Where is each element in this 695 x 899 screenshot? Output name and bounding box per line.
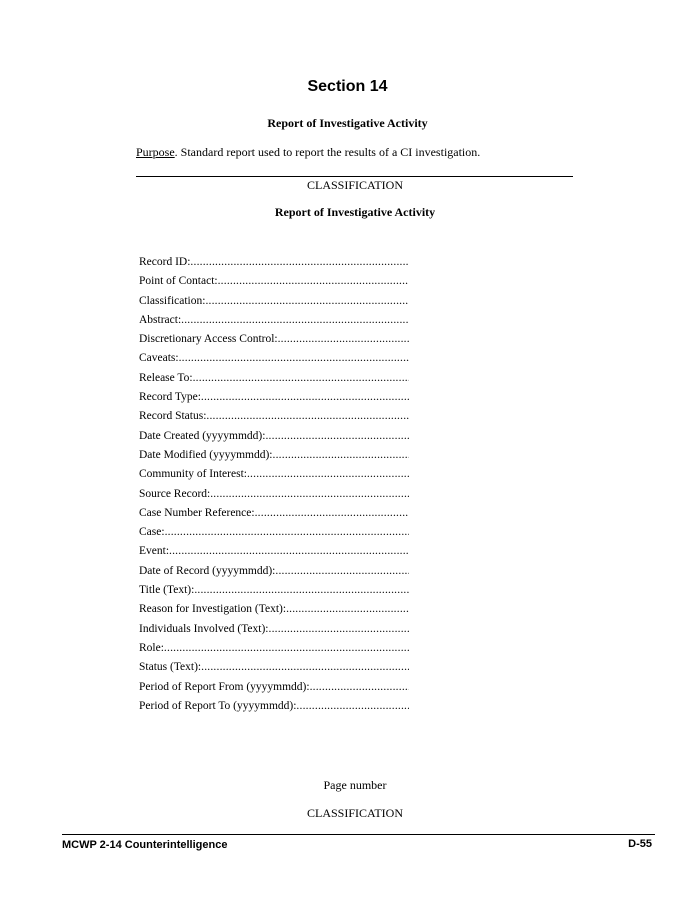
field-label: Date of Record (yyyymmdd): [139,564,276,577]
form-field [139,407,409,426]
form-field [139,600,409,619]
dot-leader [265,427,409,446]
field-label: Period of Report To (yyyymmdd): [139,699,297,712]
form-title: Report of Investigative Activity [274,205,436,219]
form-field [139,369,409,388]
field-label: Date Created (yyyymmdd): [139,429,266,442]
dot-leader [273,446,409,465]
form-field [139,639,409,658]
dot-leader [210,485,409,504]
form-field [139,658,409,677]
field-label: Community of Interest: [139,468,247,481]
field-label: Individuals Involved (Text): [139,622,269,635]
form-field [139,523,409,542]
footer-rule [62,834,655,835]
dot-leader [296,697,409,716]
dot-leader [194,581,409,600]
field-label: Classification: [139,294,206,307]
dot-leader [201,658,409,677]
dot-leader [205,292,409,311]
dot-leader [278,330,409,349]
dot-leader [169,542,409,561]
dot-leader [286,600,409,619]
form-field [139,620,409,639]
field-label: Source Record: [139,487,211,500]
dot-leader [269,620,410,639]
dot-leader [193,369,409,388]
form-field [139,272,409,291]
form-field [139,697,409,716]
form-field [139,542,409,561]
form-top-rule [136,176,573,177]
form-field [139,311,409,330]
form-field [139,388,409,407]
field-label: Date Modified (yyyymmdd): [139,448,273,461]
field-label: Point of Contact: [139,275,218,288]
form-field [139,465,409,484]
field-label: Period of Report From (yyyymmdd): [139,680,310,693]
field-label: Record Status: [139,410,207,423]
form-field [139,446,409,465]
field-label: Record Type: [139,391,201,404]
form-field [139,349,409,368]
field-label: Record ID: [139,256,191,268]
dot-leader [247,465,409,484]
field-label: Release To: [139,371,193,384]
field-label: Event: [139,545,170,558]
dot-leader [310,678,409,697]
purpose-statement [136,145,480,160]
field-label: Discretionary Access Control: [139,333,278,346]
dot-leader [164,639,409,658]
form-field [139,427,409,446]
form-field [139,292,409,311]
classification-bottom: CLASSIFICATION [306,806,403,820]
purpose-text: . Standard report used to report the results of a CI investigation. [174,145,481,159]
form-field [139,504,409,523]
dot-leader [206,407,409,426]
field-label: Case: [139,526,165,539]
field-label: Status (Text): [139,661,202,674]
footer-publication: MCWP 2-14 Counterintelligence [62,839,228,851]
field-label: Reason for Investigation (Text): [139,603,287,616]
dot-leader [181,311,409,330]
dot-leader [190,253,409,272]
purpose-label: Purpose [136,145,175,159]
field-label: Caveats: [139,352,179,365]
form-field-list [139,253,409,716]
field-label: Title (Text): [139,584,195,597]
dot-leader [255,504,409,523]
report-title: Report of Investigative Activity [267,116,428,130]
form-field [139,678,409,697]
footer-page-number: D-55 [628,838,652,850]
form-field [139,330,409,349]
form-field [139,581,409,600]
field-label: Case Number Reference: [139,506,255,519]
classification-top: CLASSIFICATION [306,178,403,192]
page-number-label: Page number [323,778,387,792]
field-label: Abstract: [139,313,182,326]
form-field [139,485,409,504]
field-label: Role: [139,641,164,654]
dot-leader [218,272,409,291]
dot-leader [275,562,409,581]
dot-leader [179,349,409,368]
dot-leader [165,523,409,542]
dot-leader [201,388,409,407]
section-title: Section 14 [307,78,388,95]
form-field [139,253,409,272]
form-field [139,562,409,581]
